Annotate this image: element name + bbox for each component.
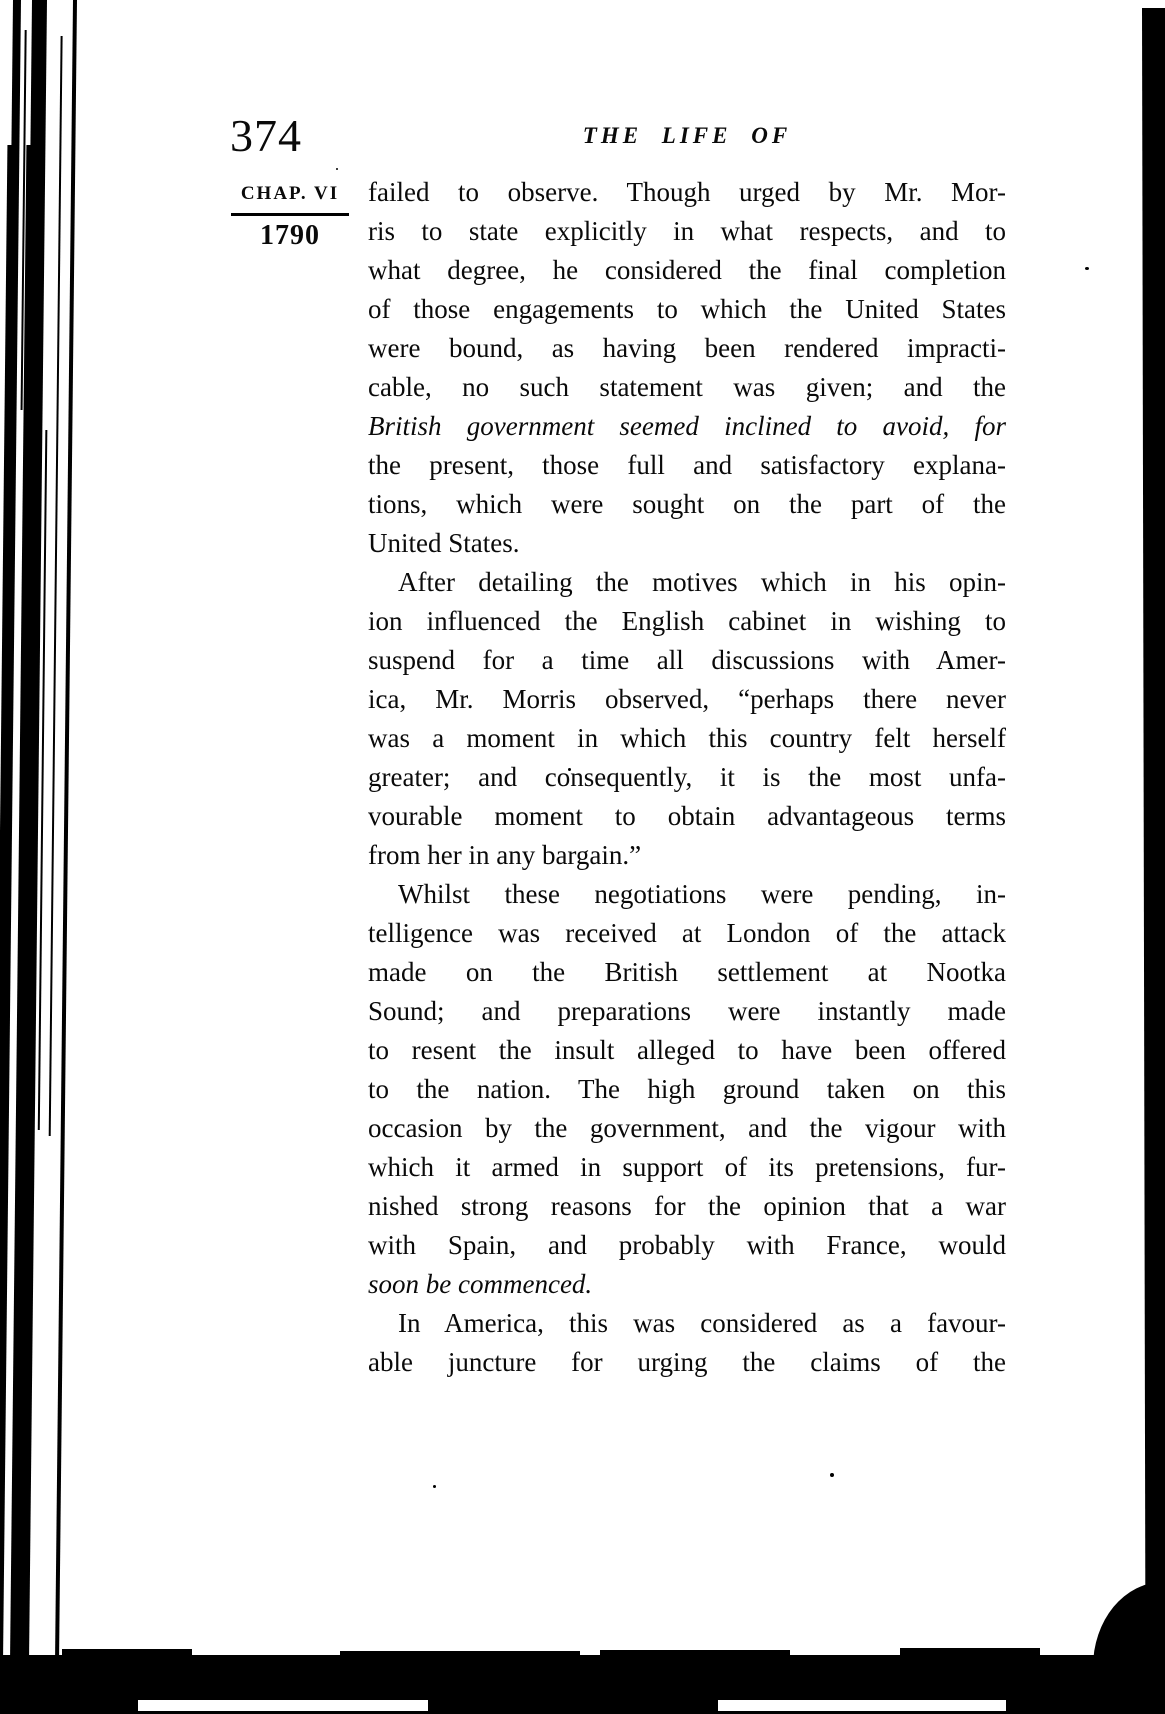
- text-line: nished strong reasons for the opinion that a war: [368, 1191, 1006, 1221]
- text-line: Whilst these negotiations were pending, in-: [398, 879, 1006, 909]
- page-number: 374: [230, 110, 302, 161]
- text-line: with Spain, and probably with France, would: [368, 1230, 1006, 1260]
- text-line: the present, those full and satisfactory explana-: [368, 450, 1006, 480]
- text-line: ica, Mr. Morris observed, “perhaps there never: [368, 684, 1006, 714]
- text-line: to resent the insult alleged to have been offered: [368, 1035, 1006, 1065]
- text-line: tions, which were sought on the part of the: [368, 489, 1006, 519]
- text-line: was a moment in which this country felt herself: [368, 723, 1006, 753]
- text-line: ris to state explicitly in what respects, and to: [368, 216, 1006, 246]
- scan-speck: [433, 1485, 436, 1488]
- text-line: Sound; and preparations were instantly made: [368, 996, 1006, 1026]
- text-line: vourable moment to obtain advantageous terms: [368, 801, 1006, 831]
- text-line: soon be commenced.: [368, 1269, 593, 1299]
- scan-bottom-crack: [138, 1700, 428, 1711]
- scan-speck: [336, 168, 338, 170]
- text-line: made on the British settlement at Nootka: [368, 957, 1006, 987]
- text-line: what degree, he considered the final completion: [368, 255, 1006, 285]
- scan-right-edge-artifact: [1142, 8, 1165, 1714]
- scan-gutter-artifact: [0, 0, 90, 1660]
- chapter-label: CHAP. VI: [240, 183, 340, 204]
- text-line: United States.: [368, 528, 520, 558]
- margin-year: 1790: [260, 220, 320, 251]
- text-line: to the nation. The high ground taken on this: [368, 1074, 1006, 1104]
- text-line: telligence was received at London of the attack: [368, 918, 1006, 948]
- text-line: occasion by the government, and the vigour with: [368, 1113, 1006, 1143]
- margin-note: [218, 183, 362, 250]
- text-line: cable, no such statement was given; and the: [368, 372, 1006, 402]
- text-line: which it armed in support of its pretensions, fur-: [368, 1152, 1006, 1182]
- running-header: THE LIFE OF: [582, 123, 792, 148]
- gutter-stripe: [49, 36, 63, 1136]
- scan-speck: [830, 1473, 834, 1477]
- text-line: were bound, as having been rendered impracti-: [368, 333, 1006, 363]
- body-text: [368, 173, 1006, 1382]
- text-line: of those engagements to which the United States: [368, 294, 1006, 324]
- text-line: British government seemed inclined to avoid, for: [368, 411, 1006, 441]
- text-line: ion influenced the English cabinet in wishing to: [368, 606, 1006, 636]
- text-line: greater; and consequently, it is the most unfa-: [368, 762, 1006, 792]
- text-line: suspend for a time all discussions with Amer-: [368, 645, 1006, 675]
- margin-rule: [231, 213, 349, 216]
- text-line: able juncture for urging the claims of the: [368, 1347, 1006, 1377]
- scan-bottom-crack: [718, 1700, 1006, 1711]
- text-line: from her in any bargain.”: [368, 840, 642, 870]
- text-line: failed to observe. Though urged by Mr. Mor-: [368, 177, 1006, 207]
- scan-speck: [1085, 267, 1089, 270]
- text-line: After detailing the motives which in his opin-: [398, 567, 1006, 597]
- text-line: In America, this was considered as a favour-: [398, 1308, 1006, 1338]
